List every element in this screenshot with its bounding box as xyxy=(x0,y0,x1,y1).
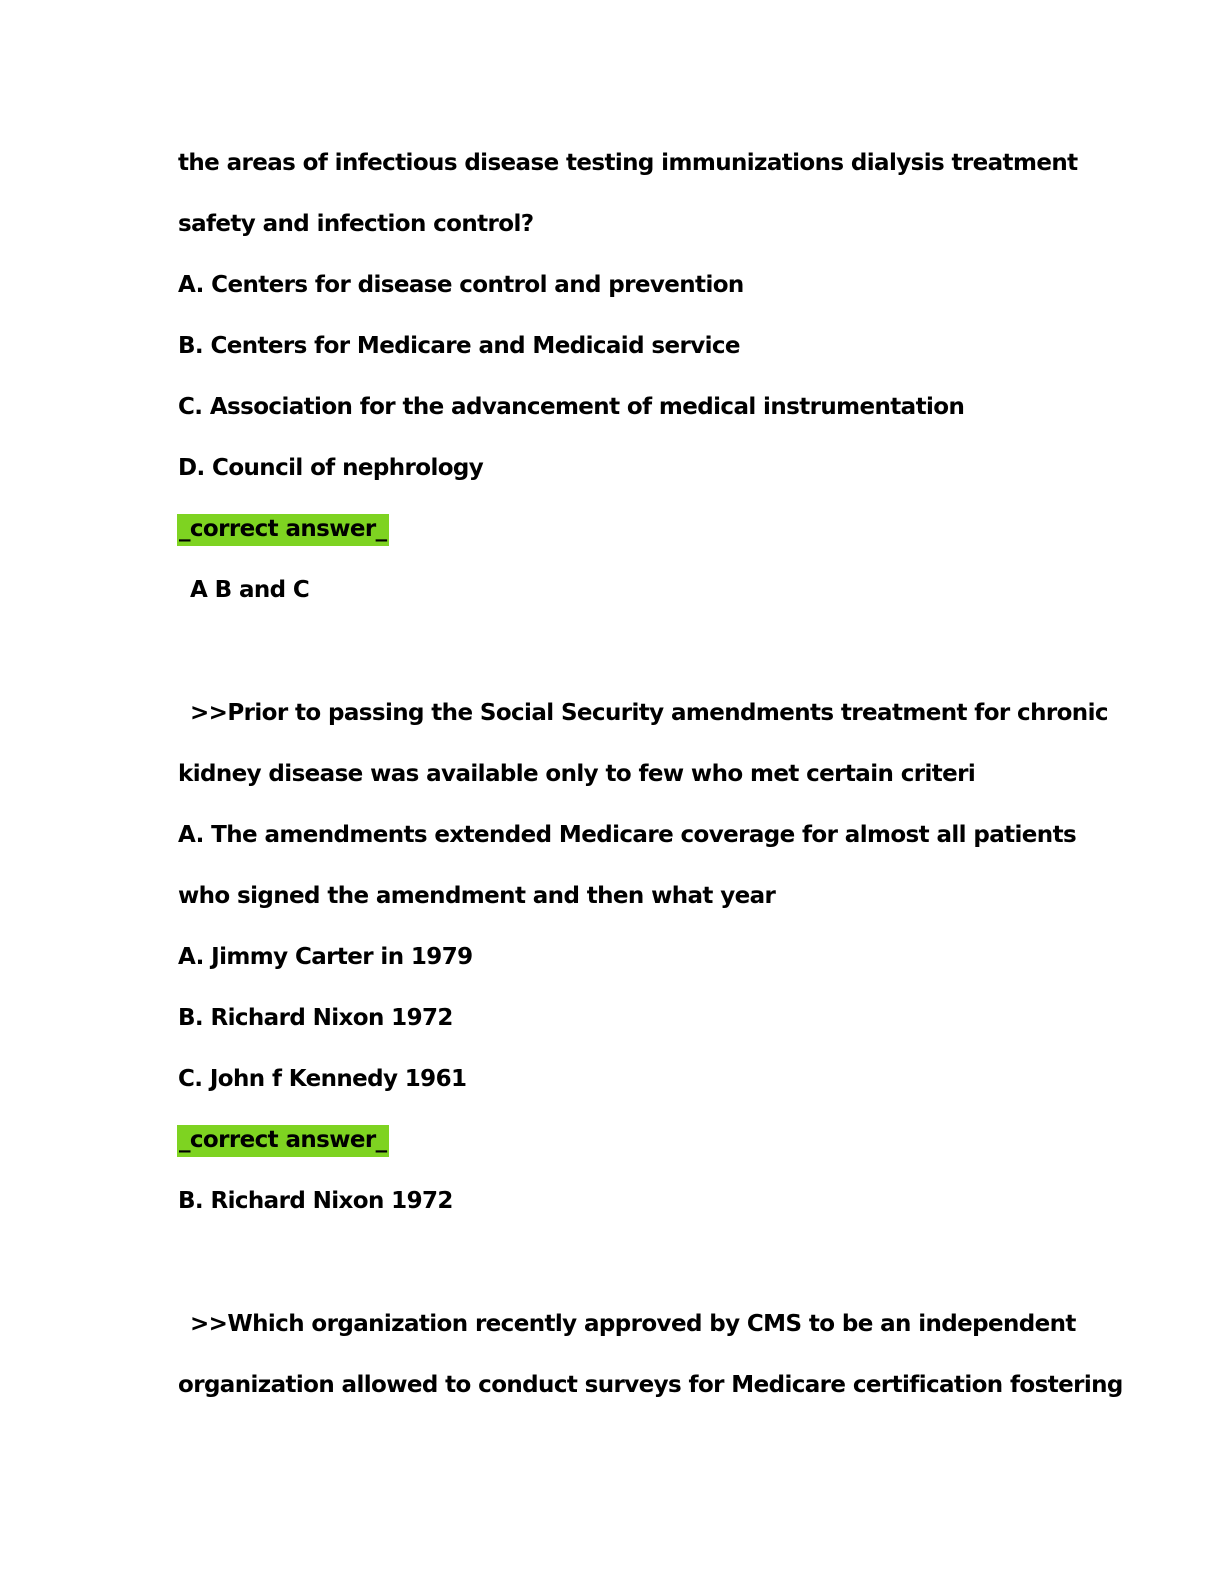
q1-answer-label xyxy=(178,514,389,544)
q2-option-b: B. Richard Nixon 1972 xyxy=(178,1005,453,1031)
q1-option-a: A. Centers for disease control and prevention xyxy=(178,272,744,298)
q3-stem-line-2: organization allowed to conduct surveys for Medicare certification fostering xyxy=(178,1372,1123,1398)
q1-option-c: C. Association for the advancement of medical instrumentation xyxy=(178,394,965,420)
q2-answer: B. Richard Nixon 1972 xyxy=(178,1188,453,1214)
q1-option-b: B. Centers for Medicare and Medicaid service xyxy=(178,333,740,359)
q3-stem-line-1: >>Which organization recently approved by CMS to be an independent xyxy=(190,1311,1076,1337)
q1-stem-line-2: safety and infection control? xyxy=(178,211,534,237)
q1-option-d: D. Council of nephrology xyxy=(178,455,484,481)
q1-stem-line-1: the areas of infectious disease testing immunizations dialysis treatment xyxy=(178,150,1078,176)
q2-option-c: C. John f Kennedy 1961 xyxy=(178,1066,467,1092)
q2-stem-line-1: >>Prior to passing the Social Security amendments treatment for chronic xyxy=(190,700,1108,726)
q2-stem-line-2: kidney disease was available only to few who met certain criteri xyxy=(178,761,976,787)
q2-answer-highlight: _correct answer_ xyxy=(177,1125,389,1157)
q2-answer-label xyxy=(178,1125,389,1155)
q1-answer: A B and C xyxy=(190,577,310,603)
q1-answer-highlight: _correct answer_ xyxy=(177,514,389,546)
q2-stem-line-3: A. The amendments extended Medicare coverage for almost all patients xyxy=(178,822,1077,848)
q2-option-a: A. Jimmy Carter in 1979 xyxy=(178,944,473,970)
q2-stem-line-4: who signed the amendment and then what year xyxy=(178,883,776,909)
